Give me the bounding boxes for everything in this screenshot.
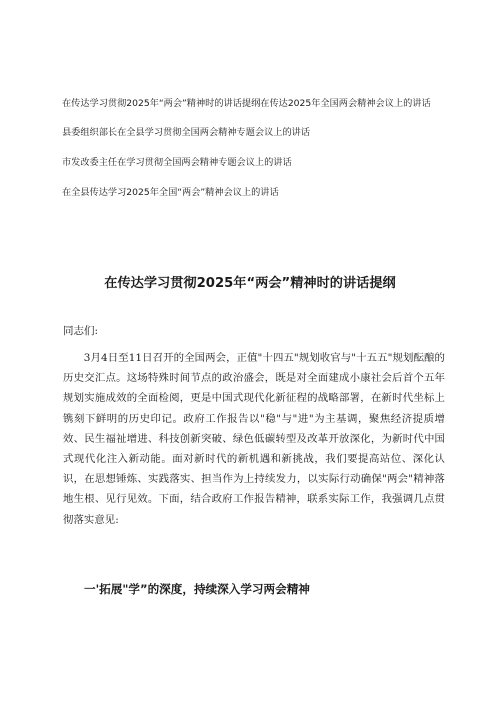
document-title: 在传达学习贯彻2025年“两会”精神时的讲话提纲 <box>104 276 396 291</box>
toc-item-1: 在传达学习贯彻2025年“两会”精神时的讲话提纲在传达2025年全国两会精神会议上的讲话 <box>62 98 431 109</box>
toc-item-4: 在全县传达学习2025年全国“两会”精神会议上的讲话 <box>62 187 279 198</box>
table-of-contents <box>62 97 446 199</box>
body-paragraph: 3月4日至11日召开的全国两会，正值"十四五"规划收官与"十五五"规划酝酿的历史交汇点。这场特殊时间节点的政治盛会，既是对全面建成小康社会后首个五年规划实施成效的全面检阅，更是中国式现代化新征程的战略部署，在新时代坐标上镌刻下鲜明的历史印记。政府工作报告以"稳"与"进"为主基调，聚焦经济提质增效、民生福祉增进、科技创新突破、绿色低碳转型及改革开放深化，为新时代中国式现代化注入新动能。面对新时代的新机遇和新挑战，我们要提高站位、深化认识，在思想锤炼、实践落实、担当作为上持续发力，以实际行动确保"两会"精神落地生根、见行见效。下面，结合政府工作报告精神，联系实际工作，我强调几点贯彻落实意见: <box>63 352 445 526</box>
toc-item-3: 市发改委主任在学习贯彻全国两会精神专题会议上的讲话 <box>62 157 292 168</box>
toc-item-2: 县委组织部长在全县学习贯彻全国两会精神专题会议上的讲话 <box>62 127 311 138</box>
section-heading: 一'拓展"学”的深度，持续深入学习两会精神 <box>84 582 310 596</box>
salutation: 同志们: <box>63 325 99 337</box>
